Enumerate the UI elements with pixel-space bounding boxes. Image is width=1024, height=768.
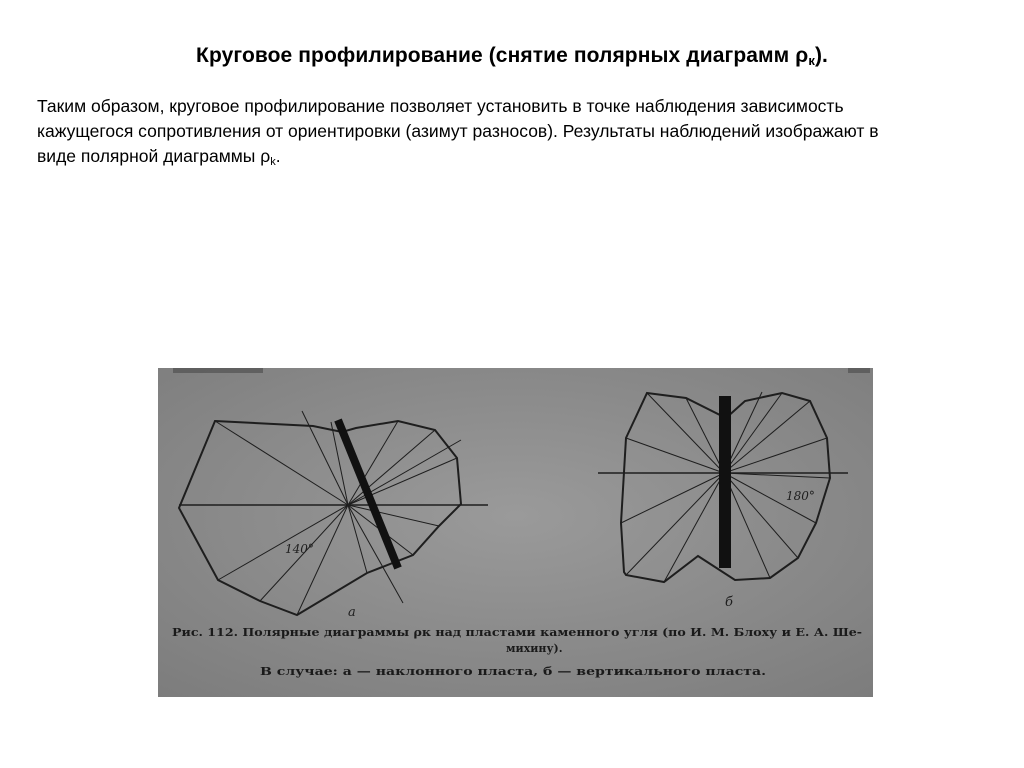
caption-line-1: Рис. 112. Полярные диаграммы ρк над пластами каменного угля (по И. М. Блоху и Е. А. Ше- xyxy=(172,626,862,639)
title-text: Круговое профилирование (снятие полярных диаграмм ρ xyxy=(196,44,809,67)
body-line-3-text: виде полярной диаграммы ρ xyxy=(37,146,271,166)
caption-line-2: михину). xyxy=(506,642,563,655)
scan-top-text-fragment xyxy=(173,368,263,373)
body-line-3-end: . xyxy=(275,146,281,166)
body-line-2: кажущегося сопротивления от ориентировки (азимут разносов). Результаты наблюдений изображают в xyxy=(37,121,879,141)
caption-line-3: В случае: а — наклонного пласта, б — вертикального пласта. xyxy=(260,665,766,678)
body-line-3 xyxy=(37,144,997,175)
scan-top-text-fragment-right xyxy=(848,368,870,373)
diagram-a-label: а xyxy=(348,605,356,620)
diagram-b-angle-label: 180° xyxy=(786,489,815,503)
body-line-1: Таким образом, круговое профилирование позволяет установить в точке наблюдения зависимость xyxy=(37,96,844,116)
title-subscript: к xyxy=(808,53,815,68)
slide-title xyxy=(0,44,1024,68)
title-end: ). xyxy=(814,44,828,67)
figure-scan xyxy=(158,368,873,697)
polar-diagrams-figure xyxy=(158,368,873,697)
diagram-b-seam xyxy=(719,396,731,568)
diagram-a-angle-label: 140° xyxy=(285,542,314,556)
body-paragraph xyxy=(37,94,997,175)
diagram-b-label: б xyxy=(725,595,733,610)
body-line-3-subscript: k xyxy=(270,156,276,168)
